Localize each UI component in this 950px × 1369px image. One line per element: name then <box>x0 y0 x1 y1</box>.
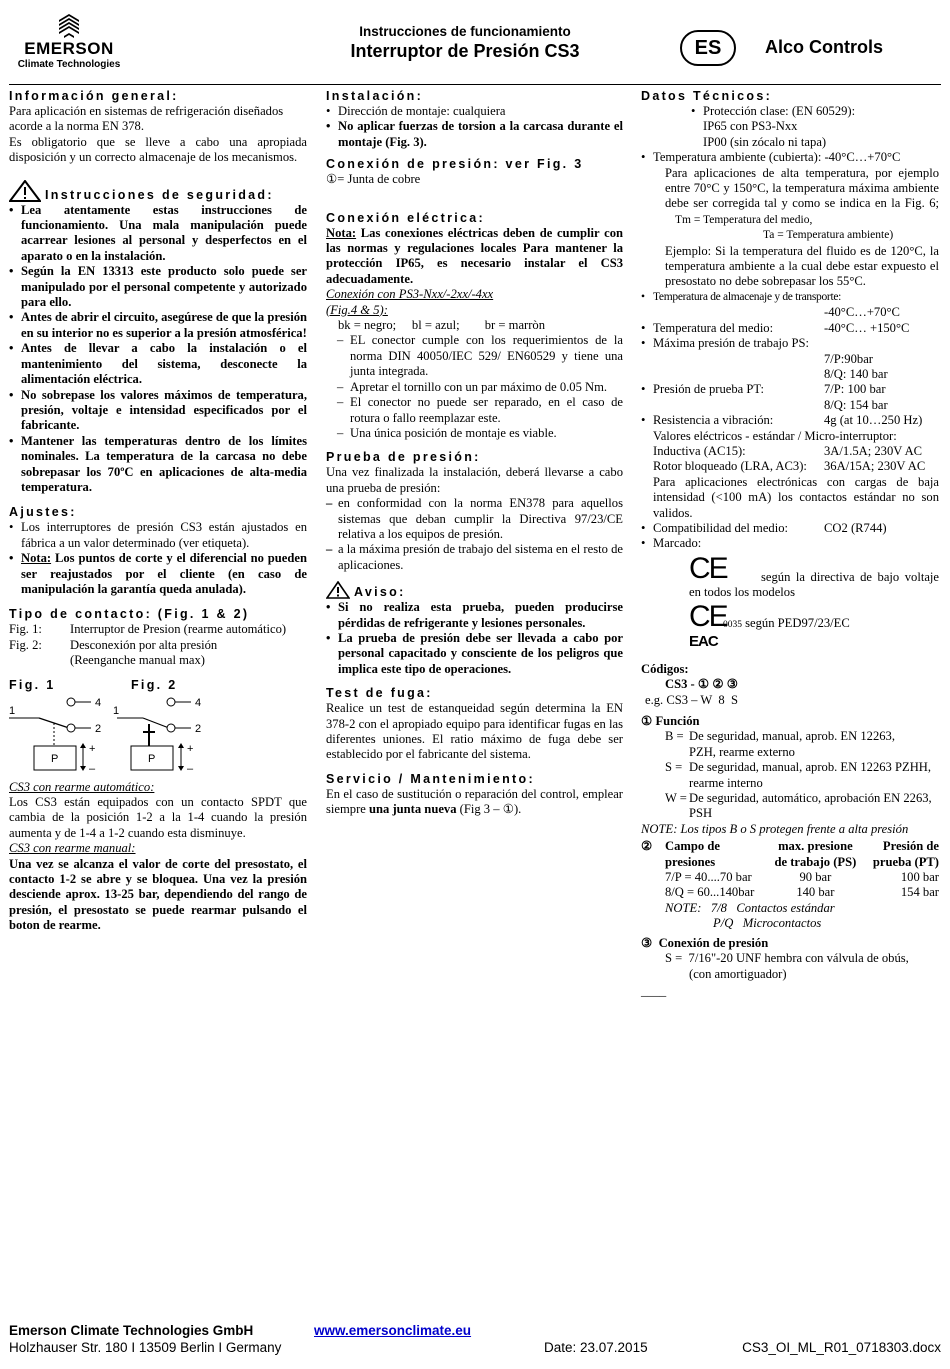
leak-test-text: Realice un test de estanqueidad según determina la EN 378-2 con el apropiado equipo para identificar fugas en las diferentes uniones. El ratio máximo de fuga debe ser establecido por el fabricante del sistema. <box>326 701 623 762</box>
emerson-logo <box>14 14 124 74</box>
section-adjust-heading: Ajustes: <box>9 505 77 520</box>
list-item <box>691 104 939 150</box>
adjust-list <box>9 520 307 597</box>
function-s-text-2: rearme interno <box>689 775 763 790</box>
contacts-note-1: NOTE: 7/8 Contactos estándar <box>665 900 835 915</box>
header-text: prueba (PT) <box>872 854 939 869</box>
list-item: • La prueba de presión debe ser llevada a cabo por personal capacitado y consciente de los peligros que implica este tipo de operaciones. <box>326 631 623 677</box>
list-item: • No aplicar fuerzas de torsion a la carcasa durante el montaje (Fig. 3). <box>326 119 623 150</box>
manual-reset-heading: CS3 con rearme manual: <box>9 841 136 856</box>
header-text: de trabajo (PS) <box>774 854 857 869</box>
col-header-range <box>665 839 768 870</box>
installation-list <box>326 104 623 150</box>
table-cell: 140 bar <box>796 885 835 900</box>
header-divider <box>9 84 941 85</box>
storage-temp-value: -40°C…+70°C <box>824 305 900 320</box>
list-item: • Según la EN 13313 este producto solo puede ser manipulado por el personal competente y autorizado para ello. <box>9 264 307 310</box>
page-header <box>0 0 950 86</box>
connection-heading: ③ Conexión de presión <box>641 935 769 950</box>
list-item <box>9 551 307 597</box>
list-item: • Antes de abrir el circuito, asegúrese de que la presión en su interior no es superior a la presión atmosférica! <box>9 310 307 341</box>
test-pressure-label: Presión de prueba PT: <box>653 382 764 397</box>
inductive-label: Inductiva (AC15): <box>653 443 746 458</box>
example-text: Ejemplo: Si la temperatura del fluido es de 120°C, la temperatura ambiente a la cual debe estar expuesto el presostato no debe sobrepasar los 55°C. <box>665 243 939 289</box>
vibration-label: Resistencia a vibración: <box>653 413 774 428</box>
medium-temp-value: -40°C… +150°C <box>824 320 910 335</box>
section-leak-test-heading: Test de fuga: <box>326 686 433 701</box>
note-text: Las conexiones eléctricas deben de cumplir con las normas y regulaciones locales Para mantener la protección IP65, es necesario instalar el CS3 adecuadamente. <box>326 225 623 286</box>
fig1-text: Interruptor de Presion (rearme automático) <box>70 622 287 637</box>
service-text-1: En el caso de sustitución o reparación del control, emplear siempre <box>326 786 623 817</box>
list-item: • Temperatura ambiente (cubierta): -40°C…+70°C <box>641 150 939 165</box>
fig2-label-minus: – <box>187 762 194 775</box>
circle-2-icon: ② <box>641 839 653 854</box>
fig2-label-plus: + <box>187 742 194 755</box>
warning-list <box>326 600 623 677</box>
technical-list-2 <box>641 290 939 305</box>
col-header-pt <box>863 839 939 870</box>
ce-text-2 <box>723 616 850 633</box>
header-text: Campo de <box>665 839 720 854</box>
list-item: – Una única posición de montaje es viable. <box>326 426 623 441</box>
list-item: • Mantener las temperaturas dentro de los límites nominales. La temperatura de la carcasa no debe sobrepasar los 70ºC en aplicaciones de alta-media temperatura. <box>9 434 307 496</box>
fig1-label-2: 2 <box>95 722 102 735</box>
service-text-2: (Fig 3 – ①). <box>456 802 522 817</box>
fig2-label-p: P <box>148 752 156 765</box>
section-info-heading: Información general: <box>9 89 179 103</box>
section-service-heading: Servicio / Mantenimiento: <box>326 771 535 786</box>
fig1-label-1: 1 <box>9 704 16 717</box>
alco-controls-logo: Alco Controls <box>765 37 884 57</box>
pressure-range-table <box>641 839 939 901</box>
test-pressure-value-2: 8/Q: 154 bar <box>824 397 888 412</box>
list-item: – EL conector cumple con los requerimientos de la norma DIN 40050/IEC 529/ EN60529 y tiene una junta integrada. <box>326 333 623 379</box>
list-item: • Lea atentamente estas instrucciones de funcionamiento. Una mala manipulación puede acarrear lesiones al personal y desperfectos en el aparato o en la instalación. <box>9 203 307 265</box>
pressure-connection-text: ①= Junta de cobre <box>326 172 421 187</box>
notified-body-number: 0035 <box>723 619 742 630</box>
footer-website-link[interactable]: www.emersonclimate.eu <box>314 1323 472 1338</box>
service-text <box>326 787 623 818</box>
function-table <box>641 729 939 821</box>
emerson-logo-icon <box>58 14 80 40</box>
protection-line-3: IP00 (sin zócalo ni tapa) <box>703 134 827 149</box>
medium-temp-label: Temperatura del medio: <box>653 320 774 335</box>
marking-label: Marcado: <box>653 536 702 551</box>
list-item: • Los interruptores de presión CS3 están ajustados en fábrica a un valor determinado (ver etiqueta). <box>9 520 307 551</box>
locked-rotor-value: 36A/15A; 230V AC <box>824 459 926 474</box>
column-3 <box>641 88 939 999</box>
info-paragraph-2: Es obligatorio que se lleve a cabo una apropiada disposición y un correcto almacenaje de los mecanismos. <box>9 134 307 165</box>
fig1-label-4: 4 <box>95 696 102 709</box>
fig1-label-p: P <box>51 752 59 765</box>
warning-icon <box>326 581 350 599</box>
auto-reset-heading: CS3 con rearme automático: <box>9 779 155 794</box>
spec-label: • Presión de prueba PT: <box>641 382 764 397</box>
specs-table <box>641 321 939 475</box>
column-1 <box>9 88 307 934</box>
function-w-text-2: PSH <box>689 806 713 821</box>
fig-1-title: Fig. 1 <box>9 677 56 692</box>
list-item: • Dirección de montaje: cualquiera <box>326 104 623 119</box>
manual-reset-text: Una vez se alcanza el valor de corte del presostato, el contacto 1-2 se abre y se bloquea. Una vez la presión desciende aprox. 13-25 bar, dependiendo del rango de presión, el presostato se puede rearmar pulsando el boton de rearme. <box>9 856 307 933</box>
section-technical-data-heading: Datos Técnicos: <box>641 89 773 103</box>
list-item: • Temperatura de almacenaje y de transporte: <box>641 290 939 305</box>
compat-table <box>641 521 939 552</box>
list-item: – en conformidad con la norma EN378 para aquellos sistemas que deban cumplir la Directiva 97/23/CE relativa a los equipos de presión. <box>326 496 623 542</box>
function-b-text: De seguridad, manual, aprob. EN 12263, <box>689 729 895 744</box>
header-text: max. presione <box>778 839 853 854</box>
service-text-bold: una junta nueva <box>369 802 457 817</box>
compatibility-value: CO2 (R744) <box>824 520 887 535</box>
pressure-test-text: Una vez finalizada la instalación, deberá llevarse a cabo una prueba de presión: <box>326 465 623 495</box>
figure-legend <box>9 622 286 668</box>
header-text: presiones <box>665 854 716 869</box>
codes-format: CS3 - ① ② ③ <box>665 677 739 692</box>
function-note: NOTE: Los tipos B o S protegen frente a alta presión <box>641 821 909 836</box>
codes-heading: Códigos: <box>641 661 689 676</box>
function-heading: ① Función <box>641 714 700 728</box>
document-title <box>300 24 630 62</box>
fig-2-title: Fig. 2 <box>131 677 178 692</box>
fig1-label: Fig. 1: <box>9 622 42 637</box>
spec-label: • Máxima presión de trabajo PS: <box>641 336 809 351</box>
fig2-text: Desconexión por alta presión <box>70 637 218 652</box>
fig-1-diagram <box>9 698 91 771</box>
section-contact-type-heading: Tipo de contacto: (Fig. 1 & 2) <box>9 607 250 622</box>
connection-s-text-2: (con amortiguador) <box>689 966 787 981</box>
footer-company: Emerson Climate Technologies GmbH <box>9 1323 254 1338</box>
protection-line-1: • Protección clase: (EN 60529): <box>703 104 856 118</box>
electrical-note <box>326 226 623 288</box>
function-s-text: De seguridad, manual, aprob. EN 12263 PZHH, <box>689 760 932 775</box>
fig1-label-minus: – <box>89 762 96 775</box>
function-b-text-2: PZH, rearme externo <box>689 744 795 759</box>
table-cell: 8/Q = 60...140bar <box>665 885 755 900</box>
warning-icon <box>9 180 41 202</box>
connection-type: Conexión con PS3-Nxx/-2xx/-4xx <box>326 287 494 302</box>
pressure-test-list <box>326 496 623 573</box>
wire-colors: bk = negro; bl = azul; br = marròn <box>338 318 546 333</box>
list-item: • Antes de llevar a cabo la instalación o el mantenimiento del sistema, desconecte la alimentación eléctrica. <box>9 341 307 387</box>
title-line-2: Interruptor de Presión CS3 <box>350 41 580 61</box>
footer-address: Holzhauser Str. 180 I 13509 Berlin I Germany <box>9 1340 282 1355</box>
ce-mark-2: CE <box>689 599 727 633</box>
note-label: Nota: <box>21 551 52 566</box>
table-cell: 7/P = 40....70 bar <box>665 870 752 885</box>
safety-list <box>9 203 307 496</box>
ce-mark-1: CE <box>689 551 727 585</box>
section-warning-heading <box>326 581 623 600</box>
title-line-1: Instrucciones de funcionamiento <box>359 24 571 39</box>
fig2-label-2: 2 <box>195 722 202 735</box>
fig2-label-1: 1 <box>113 704 120 717</box>
codes-example: e.g. CS3 – W 8 S <box>645 692 738 707</box>
contact-diagram <box>9 694 307 776</box>
table-cell: 90 bar <box>799 870 832 885</box>
max-pressure-value-1: 7/P:90bar <box>824 351 873 366</box>
end-line: ____ <box>641 983 667 998</box>
inductive-value: 3A/1.5A; 230V AC <box>824 443 923 458</box>
ce-text-1: según la directiva de bajo voltaje en todos los modelos <box>689 569 939 600</box>
ta-definition: Ta = Temperatura ambiente) <box>763 229 894 242</box>
column-2 <box>326 88 623 818</box>
auto-reset-text: Los CS3 están equipados con un contacto SPDT que cambia de la posición 1-2 a la 1-4 cuando la presión aumenta y de 1-4 a 1-2 cuando esta disminuye. <box>9 795 307 840</box>
max-pressure-value-2: 8/Q: 140 bar <box>824 366 888 381</box>
figure-titles <box>9 678 307 694</box>
function-code-s: S = <box>665 760 683 775</box>
marking-block <box>689 552 939 648</box>
eac-mark: EAC <box>689 632 718 650</box>
list-item: • No sobrepase los valores máximos de temperatura, presión, voltaje e intensidad especificados por el fabricante. <box>9 388 307 434</box>
tm-definition: Tm = Temperatura del medio, <box>675 213 813 226</box>
contacts-note-2: P/Q Microcontactos <box>713 916 822 931</box>
spec-label: • Resistencia a vibración: <box>641 413 774 428</box>
function-code-b: B = <box>665 729 684 744</box>
table-cell: 154 bar <box>900 885 939 900</box>
section-safety-heading <box>9 180 307 203</box>
table-cell: 100 bar <box>900 870 939 885</box>
fig1-label-plus: + <box>89 742 96 755</box>
list-item: – El conector no puede ser reparado, en el caso de rotura o fallo reemplazar este. <box>326 395 623 426</box>
footer-date: Date: 23.07.2015 <box>544 1340 648 1355</box>
section-installation-heading: Instalación: <box>326 89 424 103</box>
brand-name: EMERSON <box>24 39 114 58</box>
section-pressure-connection-heading: Conexión de presión: ver Fig. 3 <box>326 157 584 172</box>
safety-heading-text: Instrucciones de seguridad: <box>45 187 274 202</box>
function-code-w: W = <box>665 791 687 806</box>
test-pressure-value-1: 7/P: 100 bar <box>824 382 886 397</box>
header-text: Presión de <box>882 839 939 854</box>
connection-s-text: S = 7/16"-20 UNF hembra con válvula de obús, <box>665 951 909 966</box>
electrical-values-label: Valores eléctricos - estándar / Micro-interruptor: <box>653 428 897 443</box>
warning-heading-text: Aviso: <box>354 585 406 600</box>
footer-document-id: CS3_OI_ML_R01_0718303.docx <box>742 1340 941 1355</box>
electronic-note: Para aplicaciones electrónicas con cargas de baja intensidad (<100 mA) los contactos estándar no son validos. <box>653 474 939 520</box>
table-row <box>641 870 939 885</box>
spec-label: • Temperatura del medio: <box>641 320 774 335</box>
ambient-note <box>641 166 939 229</box>
info-paragraph-1: Para aplicación en sistemas de refrigeración diseñados acorde a la norma EN 378. <box>9 104 284 134</box>
language-badge: ES <box>680 30 736 66</box>
spec-label: • Compatibilidad del medio: <box>641 520 789 535</box>
connection-figs: (Fig.4 & 5): <box>326 302 388 317</box>
protection-list <box>641 104 939 150</box>
list-item: – a la máxima presión de trabajo del sistema en el resto de aplicaciones. <box>326 542 623 573</box>
fig2-text-2: (Reenganche manual max) <box>70 653 205 668</box>
ced-text: según PED97/23/EC <box>742 615 850 630</box>
fig2-label: Fig. 2: <box>9 637 42 652</box>
section-pressure-test-heading: Prueba de presión: <box>326 450 481 465</box>
note-text: Los puntos de corte y el diferencial no pueden ser reajustados por el cliente (en caso de manipulación la garantía queda anulada). <box>21 551 307 596</box>
max-pressure-label: Máxima presión de trabajo PS: <box>653 336 809 351</box>
function-w-text: De seguridad, automático, aprobación EN 2263, <box>689 791 932 806</box>
list-item: – Apretar el tornillo con un par máximo de 0.05 Nm. <box>326 380 623 395</box>
ambient-note-text: Para aplicaciones de alta temperatura, por ejemplo entre 70°C y 150°C, la temperatura máxima ambiente debe ser corregida tal y como se indica en la Fig. 6; <box>665 165 939 211</box>
brand-subtitle: Climate Technologies <box>17 59 121 70</box>
locked-rotor-label: Rotor bloqueado (LRA, AC3): <box>653 459 807 474</box>
fig2-label-4: 4 <box>195 696 202 709</box>
section-electrical-heading: Conexión eléctrica: <box>326 210 486 225</box>
list-item: • Si no realiza esta prueba, pueden producirse pérdidas de refrigerante y lesiones personales. <box>326 600 623 631</box>
vibration-value: 4g (at 10…250 Hz) <box>824 413 923 428</box>
col-header-ps <box>768 839 863 870</box>
note-label: Nota: <box>326 225 357 240</box>
electrical-list <box>326 333 623 441</box>
compatibility-label: Compatibilidad del medio: <box>653 520 789 535</box>
spec-label: • Marcado: <box>641 536 702 551</box>
protection-line-2: IP65 con PS3-Nxx <box>703 119 798 134</box>
technical-list <box>641 150 939 165</box>
table-row <box>641 885 939 900</box>
